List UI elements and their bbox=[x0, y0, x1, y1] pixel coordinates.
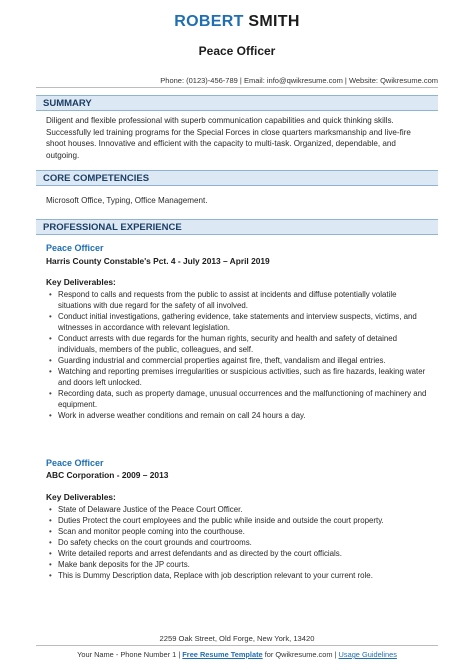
summary-heading: SUMMARY bbox=[43, 98, 92, 109]
list-item: • Make bank deposits for the JP courts. bbox=[46, 559, 428, 570]
last-name: SMITH bbox=[248, 13, 300, 30]
list-item: • Duties Protect the court employees and the public while inside and outside the court property. bbox=[46, 515, 428, 526]
contact-line: Phone: (0123)-456-789 | Email: info@qwikresume.com | Website: Qwikresume.com bbox=[160, 76, 438, 85]
list-item: • Guarding industrial and commercial properties against fire, theft, vandalism and illegal entries. bbox=[46, 355, 428, 366]
list-item: • Work in adverse weather conditions and remain on call 24 hours a day. bbox=[46, 410, 428, 421]
competencies-heading: CORE COMPETENCIES bbox=[43, 173, 150, 184]
summary-text: Diligent and flexible professional with superb communication capabilities and quick thinking skills. Successfully led training programs for the Special Forces in close quarters marksmanship and live-fire shoot houses. Innovative and efficient with the capacity to multi-task. Organized, dependable, and outgoing. bbox=[46, 116, 411, 160]
list-item: • Do safety checks on the court grounds and courtrooms. bbox=[46, 537, 428, 548]
competencies-text: Microsoft Office, Typing, Office Management. bbox=[46, 196, 208, 205]
list-item: • Recording data, such as property damage, unusual occurrences and the malfunctioning of machinery and equipment. bbox=[46, 388, 428, 410]
footer-separator: | bbox=[178, 650, 181, 659]
job-deliverables-list bbox=[46, 504, 428, 581]
contact-divider bbox=[36, 87, 438, 88]
footer-separator: | bbox=[334, 650, 337, 659]
list-item: • Conduct arrests with due regards for the human rights, security and health and safety of detained individuals, members of the public, colleagues, and self. bbox=[46, 333, 428, 355]
job-company-dates: Harris County Constable's Pct. 4 - July 2013 – April 2019 bbox=[46, 256, 270, 266]
summary-section-header bbox=[36, 95, 438, 111]
key-deliverables-label: Key Deliverables: bbox=[46, 492, 116, 502]
candidate-name bbox=[0, 13, 474, 31]
first-name: ROBERT bbox=[174, 13, 244, 30]
job-deliverables-list bbox=[46, 289, 428, 421]
list-item: • Respond to calls and requests from the public to assist at incidents and diffuse potentially volatile situations with due regard for the safety of all involved. bbox=[46, 289, 428, 311]
list-item: • State of Delaware Justice of the Peace Court Officer. bbox=[46, 504, 428, 515]
usage-guidelines-link[interactable]: Usage Guidelines bbox=[338, 650, 397, 659]
free-resume-template-link[interactable]: Free Resume Template bbox=[182, 650, 263, 659]
list-item: • This is Dummy Description data, Replace with job description relevant to your current role. bbox=[46, 570, 428, 581]
footer-middle-text: for Qwikresume.com bbox=[264, 650, 333, 659]
experience-section-header bbox=[36, 219, 438, 235]
key-deliverables-label: Key Deliverables: bbox=[46, 277, 116, 287]
candidate-job-title: Peace Officer bbox=[198, 44, 276, 58]
list-item: • Conduct initial investigations, gathering evidence, take statements and interview suspects, victims, and witnesses in accordance with relevant legislation. bbox=[46, 311, 428, 333]
competencies-section-header bbox=[36, 170, 438, 186]
footer-prefix: Your Name - Phone Number 1 bbox=[77, 650, 177, 659]
list-item: • Watching and reporting premises irregularities or suspicious activities, such as fire hazards, leaking water and doors left unlocked. bbox=[46, 366, 428, 388]
job-title: Peace Officer bbox=[46, 243, 104, 253]
footer-links bbox=[0, 650, 474, 659]
footer-address: 2259 Oak Street, Old Forge, New York, 13420 bbox=[159, 634, 315, 643]
list-item: • Scan and monitor people coming into the courthouse. bbox=[46, 526, 428, 537]
job-company-dates: ABC Corporation - 2009 – 2013 bbox=[46, 470, 169, 480]
experience-heading: PROFESSIONAL EXPERIENCE bbox=[43, 222, 182, 233]
footer-divider bbox=[36, 645, 438, 646]
job-title: Peace Officer bbox=[46, 458, 104, 468]
list-item: • Write detailed reports and arrest defendants and as directed by the court officials. bbox=[46, 548, 428, 559]
